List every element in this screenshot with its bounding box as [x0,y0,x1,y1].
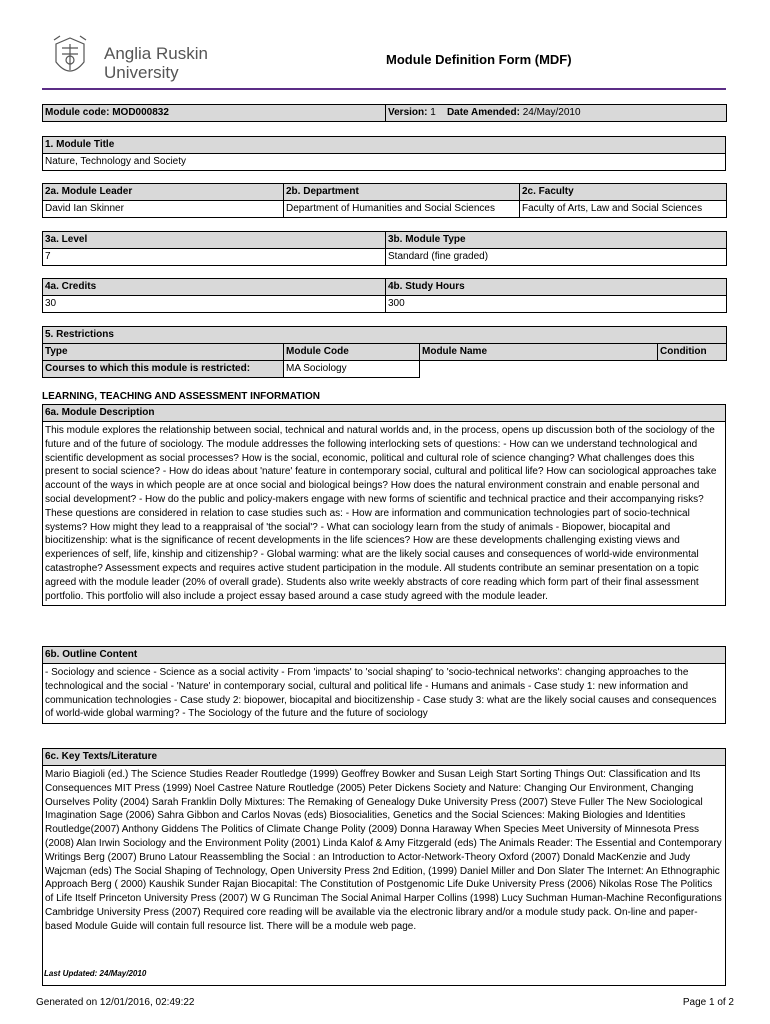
date-amended-label: Date Amended: [446,107,520,118]
credits-value: 30 [43,296,386,313]
level-label: 3a. Level [43,232,386,249]
restrictions-col-condition: Condition [658,344,727,361]
version-label: Version: [388,107,428,118]
module-description-table [42,404,726,606]
lta-heading: LEARNING, TEACHING AND ASSESSMENT INFORMATION [42,391,320,402]
faculty-label: 2c. Faculty [520,184,727,201]
form-title: Module Definition Form (MDF) [386,52,572,67]
logo-line1: Anglia Ruskin [104,44,208,63]
level-type-table [42,231,727,266]
outline-content-label: 6b. Outline Content [43,647,726,664]
restrictions-table [42,326,727,378]
module-title-table [42,136,726,171]
version-value: 1 [430,107,436,118]
credits-label: 4a. Credits [43,279,386,296]
department-label: 2b. Department [284,184,520,201]
key-texts-text: Mario Biagioli (ed.) The Science Studies Reader Routledge (1999) Geoffrey Bowker and Susan Leigh Start Sorting Things Out: Classification and Its Consequences MIT Press (1999) Noel Castree Nature Routledge (2005) Peter Dickens Society and Nature: Changing Our Environment, Changing Ourselves Polity (2004) Sarah Franklin Dolly Mixtures: The Remaking of Genealogy Duke University Press (2007) Steve Fuller The New Sociological Imagination Sage (2006) Sahra Gibbon and Carlos Novas (eds) Biosocialities, Genetics and the Social Sciences: Making Biologies and Identities Routledge(2007) Anthony Giddens The Politics of Climate Change Polity (2009) Donna Haraway When Species Meet University of Minnesota Press (2008) Alan Irwin Sociology and the Environment Polity (2001) Linda Kalof & Amy Fitzgerald (eds) The Animals Reader: The Essential and Contemporary Writings Berg (2007) Bruno Latour Reassembling the Social : an Introduction to Actor-Network-Theory Oxford (2007) Donald MacKenzie and Judy Wajcman (eds) The Social Shaping of Technology, Open University Press 2nd Edition, (1999) Daniel Miller and Don Slater The Internet: An Ethnographic Approach Berg ( 2000) Kaushik Sunder Rajan Biocapital: The Constitution of Postgenomic Life Duke University Press (2006) Nikolas Rose The Politics of Life Itself Princeton University Press (2007) W G Runciman The Social Animal Harper Collins (1998) Lucy Suchman Human-Machine Reconfigurations Cambridge University Press (2007) Required core reading will be available via the electronic library and/or a module study pack. On-line and paper-based Module Guide will contain full resource list. There will be a module web page. [43,766,726,986]
restrictions-col-type: Type [43,344,284,361]
key-texts-table [42,748,726,986]
level-value: 7 [43,249,386,266]
department-value: Department of Humanities and Social Sciences [284,201,520,218]
version-date-cell [386,105,727,122]
header-divider [42,88,726,90]
generated-timestamp: Generated on 12/01/2016, 02:49:22 [36,997,195,1008]
credits-hours-table [42,278,727,313]
restrictions-row-type: Courses to which this module is restricted: [43,361,284,378]
module-title-value: Nature, Technology and Society [43,154,726,171]
faculty-value: Faculty of Arts, Law and Social Sciences [520,201,727,218]
module-type-value: Standard (fine graded) [386,249,727,266]
page-number: Page 1 of 2 [682,997,734,1008]
outline-content-text: - Sociology and science - Science as a social activity - From 'impacts' to 'social shaping' to 'socio-technical networks': changing approaches to the technological and the social - 'Nature' in contemporary social, cultural and political life - Humans and animals - Case study 1: new information and communication technologies - Case study 2: biopower, biocapital and biocitizenship - Case study 3: what are the likely social causes and consequences of world-wide global warming? - The Sociology of the future and the future of sociology [43,664,726,724]
module-leader-label: 2a. Module Leader [43,184,284,201]
date-amended-value: 24/May/2010 [522,107,581,118]
key-texts-label: 6c. Key Texts/Literature [43,749,726,766]
module-leader-value: David Ian Skinner [43,201,284,218]
outline-content-table [42,646,726,724]
module-description-label: 6a. Module Description [43,405,726,422]
study-hours-label: 4b. Study Hours [386,279,727,296]
logo-line2: University [104,63,179,82]
module-title-label: 1. Module Title [43,137,726,154]
restrictions-row-condition [658,361,727,378]
last-updated: Last Updated: 24/May/2010 [44,969,147,978]
module-meta-table [42,104,727,122]
restrictions-label: 5. Restrictions [43,327,727,344]
restrictions-row-name [420,361,658,378]
restrictions-col-name: Module Name [420,344,658,361]
restrictions-col-code: Module Code [284,344,420,361]
module-code: Module code: MOD000832 [43,105,386,122]
study-hours-value: 300 [386,296,727,313]
module-type-label: 3b. Module Type [386,232,727,249]
university-logo-text [104,44,208,82]
module-leader-table [42,183,727,218]
module-description-text: This module explores the relationship between social, technical and natural worlds and, in the process, opens up discussion both of the sociology of the future and of the future of sociology. The module addresses the following interlocking sets of questions: - How can we understand technological and scientific development as social processes? How is the social, economic, political and cultural role of science changing? What challenges does this present to social science? - How do ideas about 'nature' feature in contemporary social, cultural and political life? How can sociological approaches take account of the ways in which people are at once social and biological beings? How does the natural environment constrain and enable personal and social development? - How do the public and policy-makers engage with new forms of scientific and technical practice and their accompanying risks? These questions are considered in relation to case studies such as: - How are information and communication technologies part of socio-technical systems? How might they lead to a reappraisal of 'the social'? - What can sociology learn from the study of animals - Biopower, biocapital and biocitizenship: what is the significance of recent developments in the life sciences? How are these developments challenging existing views and experiences of self, life, kinship and citizenship? - Global warming: what are the likely social causes and consequences of world-wide environmental catastrophe? Assessment expects and requires active student participation in the module. All students contribute an seminar presentation on a topic agreed with the module leader (20% of overall grade). Students also write weekly abstracts of core reading which form part of their final assessment portfolio. This portfolio will also include a project essay based around a case study agreed with the module leader. [43,422,726,606]
restrictions-row-code: MA Sociology [284,361,420,378]
